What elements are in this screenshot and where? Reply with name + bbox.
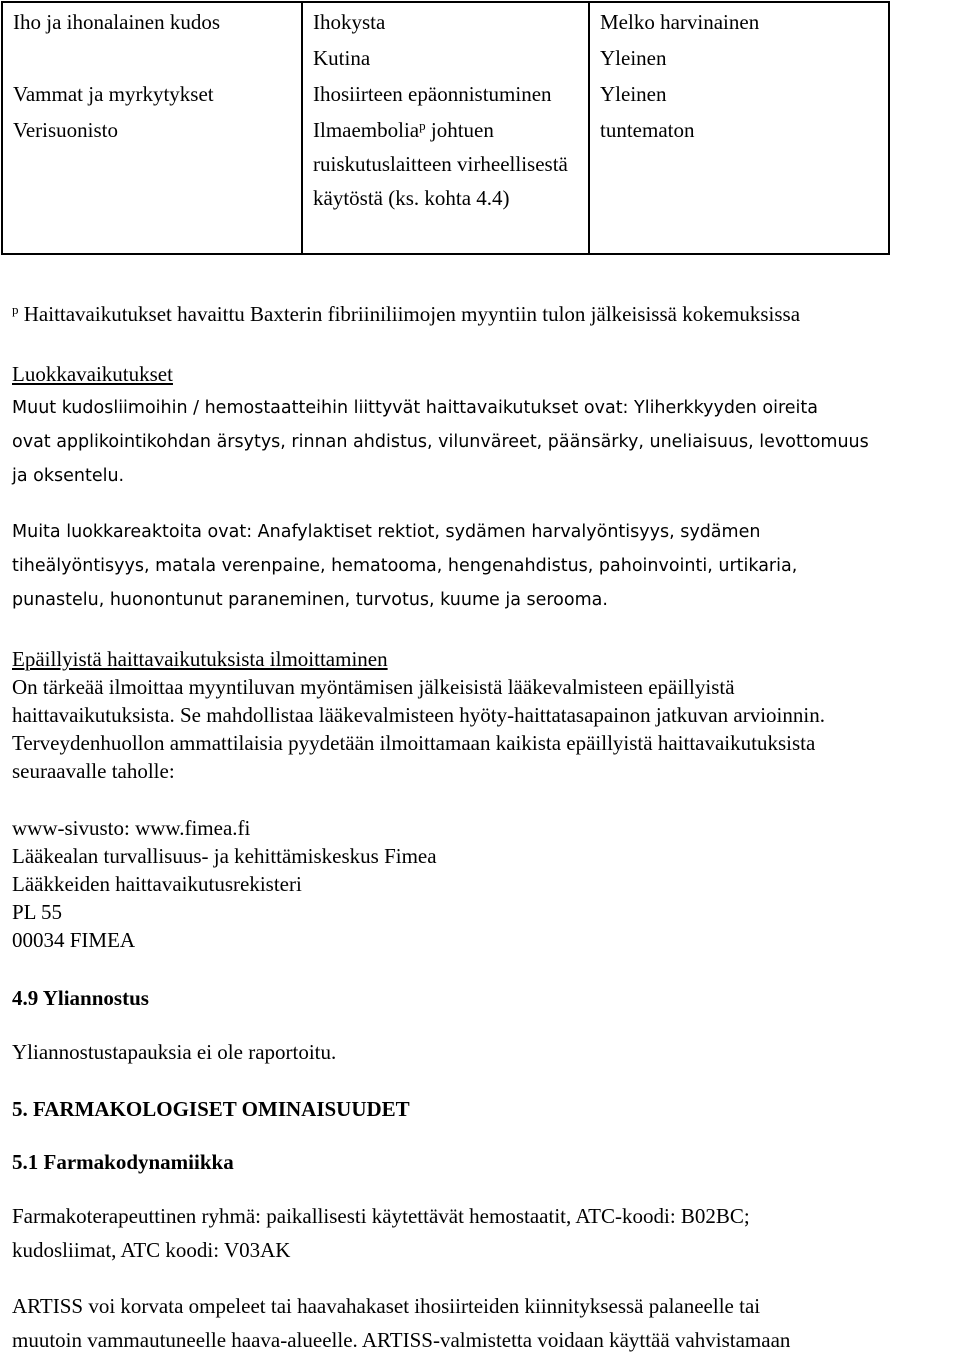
table-row xyxy=(2,75,889,111)
paragraph-line: ja oksentelu. xyxy=(12,466,125,486)
table-row xyxy=(2,111,889,254)
frequency-cell: tuntematon xyxy=(589,111,889,254)
paragraph-line: seuraavalle taholle: xyxy=(12,759,175,783)
paragraph-line: muutoin vammautuneelle haava-alueelle. ARTISS-valmistetta voidaan käyttää vahvistamaan xyxy=(12,1328,791,1352)
reporting-heading: Epäillyistä haittavaikutuksista ilmoittaminen xyxy=(12,647,388,671)
footnote-marker: p xyxy=(419,118,426,133)
section-5-1-heading: 5.1 Farmakodynamiikka xyxy=(12,1150,234,1174)
reaction-text-continued: johtuen ruiskutuslaitteen virheellisestä käytöstä (ks. kohta 4.4) xyxy=(313,118,568,210)
organ-class-cell: Iho ja ihonalainen kudos xyxy=(2,2,302,39)
footnote-text: Haittavaikutukset havaittu Baxterin fibriiniliimojen myyntiin tulon jälkeisissä kokemuksissa xyxy=(23,302,801,326)
organ-class-cell: Vammat ja myrkytykset xyxy=(2,75,302,111)
paragraph-line: ovat applikointikohdan ärsytys, rinnan ahdistus, vilunväreet, päänsärky, uneliaisuus, levottomuus xyxy=(12,432,869,452)
section-4-9-text: Yliannostustapauksia ei ole raportoitu. xyxy=(12,1040,337,1064)
paragraph-line: Terveydenhuollon ammattilaisia pyydetään ilmoittamaan kaikista epäillyistä haittavaikutuksista xyxy=(12,731,816,755)
paragraph-line: On tärkeää ilmoittaa myyntiluvan myöntämisen jälkeisistä lääkevalmisteen epäillyistä xyxy=(12,675,735,699)
organ-class-cell: Verisuonisto xyxy=(2,111,302,254)
section-5-heading: 5. FARMAKOLOGISET OMINAISUUDET xyxy=(12,1097,410,1121)
reaction-text: Ilmaembolia xyxy=(313,118,420,142)
reaction-cell: Kutina xyxy=(302,39,589,75)
frequency-cell: Yleinen xyxy=(589,39,889,75)
table-footnote xyxy=(12,300,800,328)
address-line: PL 55 xyxy=(12,900,62,924)
class-effects-paragraph xyxy=(12,391,869,493)
reporting-address xyxy=(12,814,437,954)
class-effects-heading: Luokkavaikutukset xyxy=(12,362,173,386)
reaction-cell: Ihokysta xyxy=(302,2,589,39)
paragraph-line: kudosliimat, ATC koodi: V03AK xyxy=(12,1238,291,1262)
reaction-cell: Ihosiirteen epäonnistuminen xyxy=(302,75,589,111)
table-row xyxy=(2,39,889,75)
address-line: Lääkealan turvallisuus- ja kehittämiskeskus Fimea xyxy=(12,844,437,868)
section-4-9-heading: 4.9 Yliannostus xyxy=(12,986,149,1010)
other-class-reactions-paragraph xyxy=(12,515,797,617)
frequency-cell: Yleinen xyxy=(589,75,889,111)
paragraph-line: Muita luokkareaktoita ovat: Anafylaktiset rektiot, sydämen harvalyöntisyys, sydämen xyxy=(12,522,761,542)
pharmacotherapeutic-group-paragraph xyxy=(12,1199,750,1267)
organ-class-cell xyxy=(2,39,302,75)
paragraph-line: ARTISS voi korvata ompeleet tai haavahakaset ihosiirteiden kiinnityksessä palaneelle tai xyxy=(12,1294,761,1318)
paragraph-line: Muut kudosliimoihin / hemostaatteihin liittyvät haittavaikutukset ovat: Yliherkkyyden oireita xyxy=(12,398,818,418)
footnote-marker: p xyxy=(12,302,19,317)
artiss-paragraph xyxy=(12,1289,790,1357)
address-line: Lääkkeiden haittavaikutusrekisteri xyxy=(12,872,302,896)
paragraph-line: Farmakoterapeuttinen ryhmä: paikallisesti käytettävät hemostaatit, ATC-koodi: B02BC; xyxy=(12,1204,750,1228)
website-line: www-sivusto: www.fimea.fi xyxy=(12,816,251,840)
reaction-cell xyxy=(302,111,589,254)
paragraph-line: punastelu, huonontunut paraneminen, turvotus, kuume ja serooma. xyxy=(12,590,608,610)
frequency-cell: Melko harvinainen xyxy=(589,2,889,39)
paragraph-line: haittavaikutuksista. Se mahdollistaa lääkevalmisteen hyöty-haittatasapainon jatkuvan arvioinnin. xyxy=(12,703,825,727)
address-line: 00034 FIMEA xyxy=(12,928,136,952)
reporting-paragraph xyxy=(12,673,825,785)
paragraph-line: tiheälyöntisyys, matala verenpaine, hematooma, hengenahdistus, pahoinvointi, urtikaria, xyxy=(12,556,798,576)
table-row xyxy=(2,2,889,39)
adverse-reactions-table xyxy=(1,1,890,255)
